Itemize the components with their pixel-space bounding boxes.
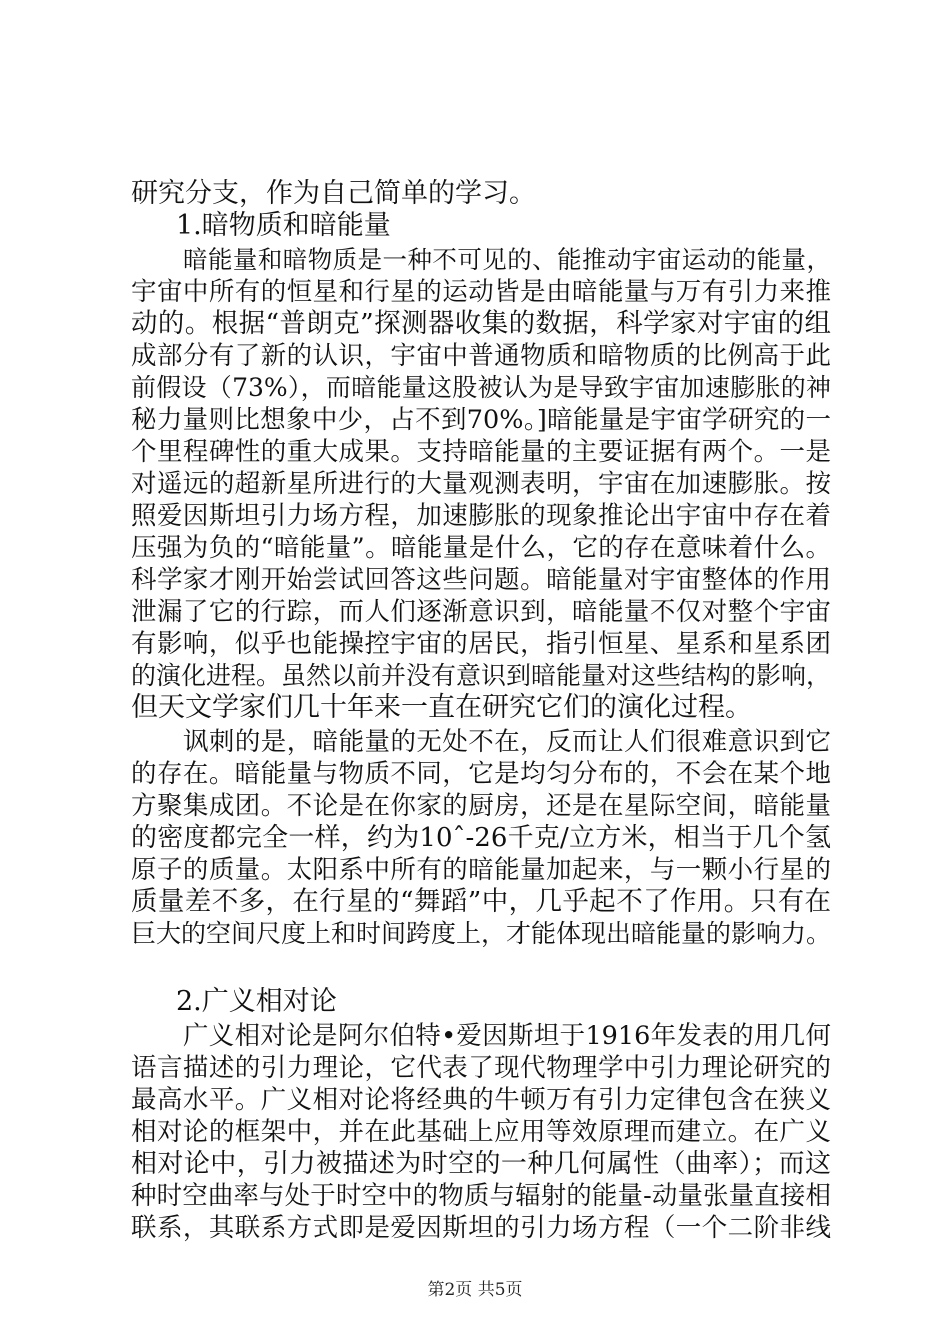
text-line: 的密度都完全一样，约为10ˆ-26千克/立方米，相当于几个氢: [131, 823, 831, 853]
text-line: 压强为负的“暗能量”。暗能量是什么，它的存在意味着什么。: [131, 533, 831, 563]
text-line: 相对论中，引力被描述为时空的一种几何属性（曲率）；而这: [131, 1149, 831, 1179]
text-line: 质量差不多，在行星的“舞蹈”中，几乎起不了作用。只有在: [131, 886, 831, 917]
page-number-footer: 第2页 共5页: [427, 1280, 523, 1300]
text-line: 巨大的空间尺度上和时间跨度上，才能体现出暗能量的影响力。: [131, 919, 832, 948]
section-heading: 1.暗物质和暗能量: [176, 210, 391, 241]
text-line: 宇宙中所有的恒星和行星的运动皆是由暗能量与万有引力来推: [131, 277, 831, 307]
text-line: 研究分支，作为自己简单的学习。: [131, 178, 536, 209]
text-line: 动的。根据“普朗克”探测器收集的数据，科学家对宇宙的组: [131, 308, 831, 339]
text-line: 对遥远的超新星所进行的大量观测表明，宇宙在加速膨胀。按: [131, 469, 831, 499]
text-line: 种时空曲率与处于时空中的物质与辐射的能量-动量张量直接相: [131, 1181, 831, 1211]
text-line: 暗能量和暗物质是一种不可见的、能推动宇宙运动的能量，: [183, 245, 831, 274]
text-line: 有影响，似乎也能操控宇宙的居民，指引恒星、星系和星系团: [131, 629, 831, 659]
text-line: 秘力量则比想象中少，占不到70%。]暗能量是宇宙学研究的一: [131, 405, 831, 435]
text-line: 的存在。暗能量与物质不同，它是均匀分布的，不会在某个地: [131, 759, 831, 789]
section-heading: 2.广义相对论: [176, 986, 337, 1017]
text-line: 科学家才刚开始尝试回答这些问题。暗能量对宇宙整体的作用: [131, 565, 831, 595]
text-line: 但天文学家们几十年来一直在研究它们的演化过程。: [131, 692, 752, 723]
text-line: 泄漏了它的行踪，而人们逐渐意识到，暗能量不仅对整个宇宙: [131, 597, 831, 627]
text-line: 方聚集成团。不论是在你家的厨房，还是在星际空间，暗能量: [131, 791, 831, 821]
text-line: 最高水平。广义相对论将经典的牛顿万有引力定律包含在狭义: [131, 1085, 831, 1115]
text-line: 前假设（73%），而暗能量这股被认为是导致宇宙加速膨胀的神: [131, 373, 831, 402]
text-line: 照爱因斯坦引力场方程，加速膨胀的现象推论出宇宙中存在着: [131, 501, 831, 531]
text-line: 联系，其联系方式即是爱因斯坦的引力场方程（一个二阶非线: [131, 1213, 831, 1243]
text-line: 相对论的框架中，并在此基础上应用等效原理而建立。在广义: [131, 1117, 831, 1147]
text-line: 广义相对论是阿尔伯特•爱因斯坦于1916年发表的用几何: [183, 1021, 831, 1051]
text-line: 语言描述的引力理论，它代表了现代物理学中引力理论研究的: [131, 1053, 831, 1083]
text-line: 讽刺的是，暗能量的无处不在，反而让人们很难意识到它: [183, 727, 831, 757]
text-line: 个里程碑性的重大成果。支持暗能量的主要证据有两个。一是: [131, 437, 831, 467]
text-line: 成部分有了新的认识，宇宙中普通物质和暗物质的比例高于此: [131, 341, 831, 371]
text-line: 的演化进程。虽然以前并没有意识到暗能量对这些结构的影响，: [131, 661, 832, 690]
text-line: 原子的质量。太阳系中所有的暗能量加起来，与一颗小行星的: [131, 855, 831, 885]
